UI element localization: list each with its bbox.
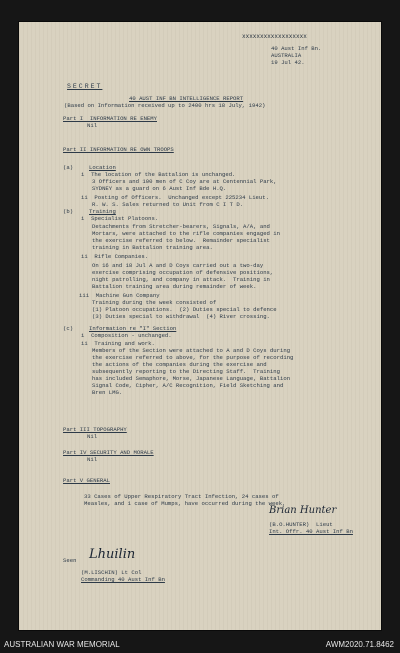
section-b-line: Mortars, were attached to the rifle companies engaged in <box>92 230 280 237</box>
part1-body: Nil <box>87 122 98 129</box>
classification-label: SECRET <box>67 83 103 90</box>
part3-heading: Part III TOPOGRAPHY <box>63 426 127 433</box>
part1-heading: Part I INFORMATION RE ENEMY <box>63 115 157 122</box>
part5-line: Measles, and 1 case of Mumps, have occurred during the week. <box>84 500 286 507</box>
section-c-line: has included Semaphore, Morse, Japanese Language, Battalion <box>92 375 291 382</box>
section-b-line: Battalion training area during remainder of week. <box>92 283 257 290</box>
section-b-line: iii Machine Gun Company <box>79 292 160 299</box>
section-c-line: Members of the Section were attached to A and D Coys during <box>92 347 291 354</box>
section-c-title: Information re "I" Section <box>89 325 177 332</box>
section-c-line: the exercise referred to above, for the purpose of recording <box>92 354 294 361</box>
section-a-line: i The location of the Battalion is unchanged. <box>81 171 236 178</box>
header-unit: 40 Aust Inf Bn. <box>271 45 322 52</box>
seen-label: Seen <box>63 557 77 564</box>
section-b-line: Training during the week consisted of <box>92 299 217 306</box>
section-a-line: SYDNEY as a guard on 6 Aust Inf Bde H.Q. <box>92 185 227 192</box>
section-a-label: (a) <box>63 164 74 171</box>
section-a-title: Location <box>89 164 116 171</box>
footer-archive-name: AUSTRALIAN WAR MEMORIAL <box>4 640 120 649</box>
section-b-label: (b) <box>63 208 74 215</box>
section-b-line: ii Rifle Companies. <box>81 253 149 260</box>
report-title: 40 AUST INF BN INTELLIGENCE REPORT <box>129 95 244 102</box>
signatory-role-left: Commanding 40 Aust Inf Bn <box>81 576 165 583</box>
part5-heading: Part V GENERAL <box>63 477 110 484</box>
section-a-line: R. W. S. Sales returned to Unit from C I T D. <box>92 201 244 208</box>
header-date: 19 Jul 42. <box>271 59 305 66</box>
signatory-name-left: (M.LISCHIN) Lt Col <box>81 569 142 576</box>
section-b-line: i Specialist Platoons. <box>81 215 159 222</box>
section-b-line: (1) Platoon occupations. (2) Duties special to defence <box>92 306 277 313</box>
redaction-marks: xxxxxxxxxxxxxxxxxx <box>242 33 307 40</box>
part4-body: Nil <box>87 456 98 463</box>
section-b-line: night patrolling, and company in attack. Training in <box>92 276 270 283</box>
section-b-line: (3) Duties special to withdrawal (4) River crossing. <box>92 313 270 320</box>
section-c-line: Signal Code, Cipher, A/C Recognition, Field Sketching and <box>92 382 284 389</box>
section-b-line: exercise comprising occupation of defensive positions, <box>92 269 274 276</box>
section-b-title: Training <box>89 208 116 215</box>
signatory-role-right: Int. Offr. 40 Aust Inf Bn <box>269 528 353 535</box>
section-c-label: (c) <box>63 325 74 332</box>
header-country: AUSTRALIA <box>271 52 302 59</box>
section-b-line: the exercise referred to below. Remainder specialist <box>92 237 270 244</box>
section-a-line: 3 Officers and 100 men of C Coy are at Centennial Park, <box>92 178 277 185</box>
part5-line: 33 Cases of Upper Respiratory Tract Infection, 24 cases of <box>84 493 279 500</box>
footer-accession-number: AWM2020.71.8462 <box>325 640 394 649</box>
part4-heading: Part IV SECURITY AND MORALE <box>63 449 154 456</box>
section-b-line: Detachments from Stretcher-bearers, Signals, A/A, and <box>92 223 270 230</box>
report-subtitle: (Based on Information received up to 2400 hrs 18 July, 1942) <box>64 102 266 109</box>
section-b-line: On 16 and 18 Jul A and D Coys carried out a two-day <box>92 262 264 269</box>
document-sheet <box>19 22 381 630</box>
section-c-line: subsequently reporting to the Directing Staff. Training <box>92 368 280 375</box>
part3-body: Nil <box>87 433 98 440</box>
signatory-name-right: (B.O.HUNTER) Lieut <box>269 521 333 528</box>
signature-lischin: Lhuilin <box>89 547 136 562</box>
part2-heading: Part II INFORMATION RE OWN TROOPS <box>63 146 174 153</box>
section-b-line: training in Battalion training area. <box>92 244 213 251</box>
signature-hunter: Brian Hunter <box>269 505 337 516</box>
section-c-line: Bren LMG. <box>92 389 123 396</box>
section-a-line: ii Posting of Officers. Unchanged except 225234 Lieut. <box>81 194 269 201</box>
section-c-line: ii Training and work. <box>81 340 155 347</box>
section-c-line: i Composition - unchanged. <box>81 332 172 339</box>
section-c-line: the actions of the companies during the exercise and <box>92 361 267 368</box>
